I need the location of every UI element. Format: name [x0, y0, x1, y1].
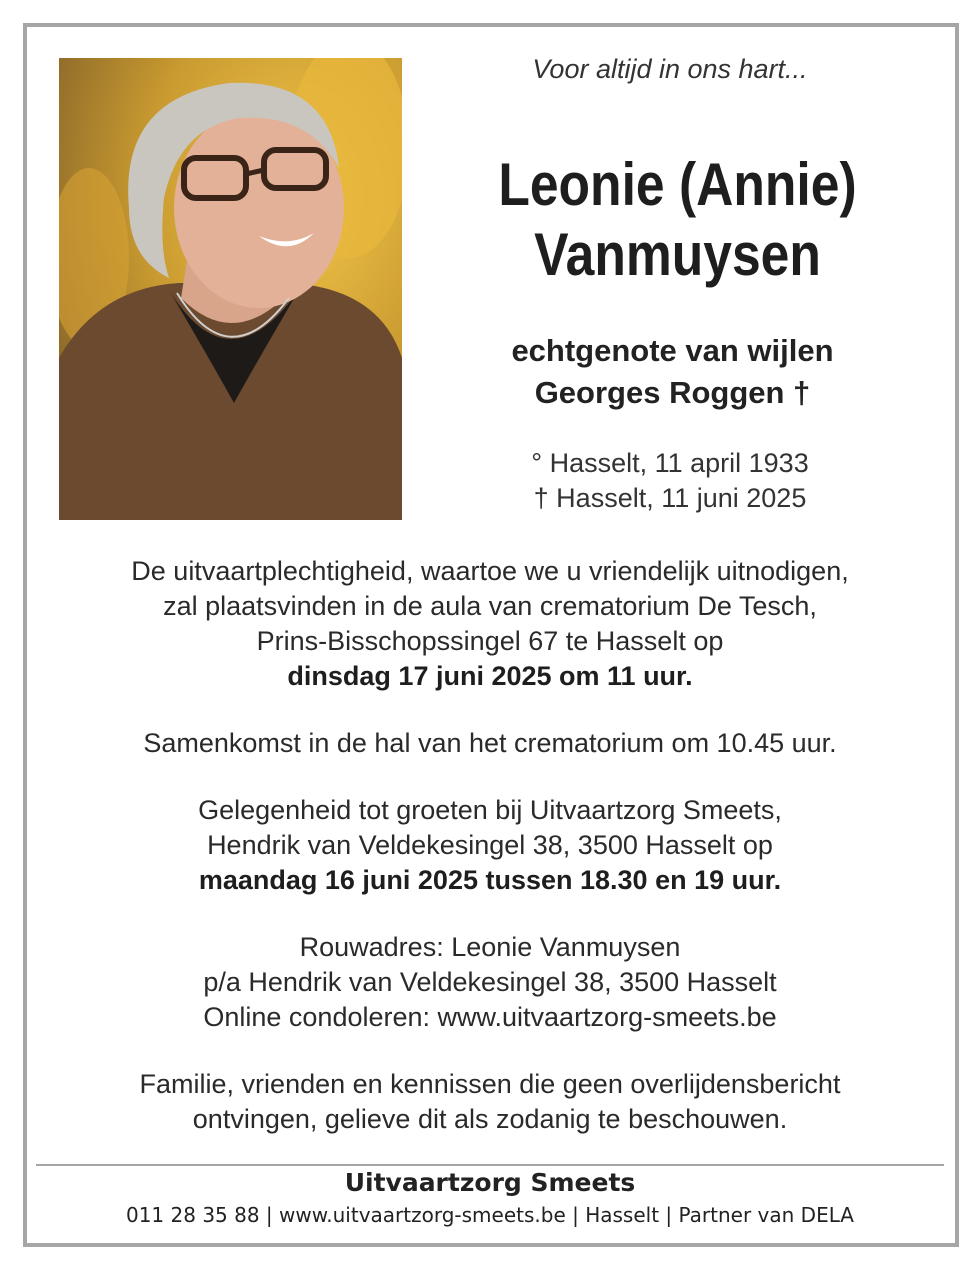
address-line-1: Rouwadres: Leonie Vanmuysen — [299, 932, 681, 962]
ceremony-line-3: Prins-Bisschopssingel 67 te Hasselt op — [256, 626, 724, 656]
funeral-home-contact: 011 28 35 88 | www.uitvaartzorg-smeets.be | Hasselt | Partner van DELA — [125, 1203, 854, 1227]
ceremony-datetime: dinsdag 17 juni 2025 om 11 uur. — [287, 661, 693, 691]
motto: Voor altijd in ons hart... — [532, 54, 808, 84]
deceased-name — [469, 150, 886, 290]
visitation-section — [30, 793, 950, 898]
notice-body — [30, 554, 950, 1137]
gathering-section — [30, 726, 950, 761]
name-line-1: Leonie (Annie) — [498, 151, 857, 218]
ceremony-line-1: De uitvaartplechtigheid, waartoe we u vriendelijk uitnodigen, — [131, 556, 849, 586]
visitation-line-2: Hendrik van Veldekesingel 38, 3500 Hasselt op — [207, 830, 773, 860]
spouse-info — [435, 330, 910, 414]
spouse-line-1: echtgenote van wijlen — [511, 333, 834, 368]
notice-line-1: Familie, vrienden en kennissen die geen overlijdensbericht — [139, 1069, 841, 1099]
address-section — [30, 930, 950, 1035]
life-dates — [440, 446, 900, 516]
footer-divider — [36, 1164, 944, 1166]
spouse-line-2: Georges Roggen † — [534, 375, 811, 410]
birth-date: ° Hasselt, 11 april 1933 — [531, 448, 809, 478]
gathering-line: Samenkomst in de hal van het crematorium om 10.45 uur. — [143, 728, 837, 758]
visitation-datetime: maandag 16 juni 2025 tussen 18.30 en 19 uur. — [198, 865, 782, 895]
visitation-line-1: Gelegenheid tot groeten bij Uitvaartzorg Smeets, — [198, 795, 782, 825]
address-line-2: p/a Hendrik van Veldekesingel 38, 3500 Hasselt — [203, 967, 777, 997]
ceremony-line-2: zal plaatsvinden in de aula van crematorium De Tesch, — [163, 591, 817, 621]
notice-section — [30, 1067, 950, 1137]
funeral-home-name: Uitvaartzorg Smeets — [344, 1168, 636, 1197]
portrait-photo — [59, 58, 402, 520]
notice-line-2: ontvingen, gelieve dit als zodanig te beschouwen. — [192, 1104, 788, 1134]
death-date: † Hasselt, 11 juni 2025 — [533, 483, 807, 513]
condolence-line: Online condoleren: www.uitvaartzorg-smeets.be — [203, 1002, 777, 1032]
name-line-2: Vanmuysen — [534, 221, 821, 288]
ceremony-section — [30, 554, 950, 694]
